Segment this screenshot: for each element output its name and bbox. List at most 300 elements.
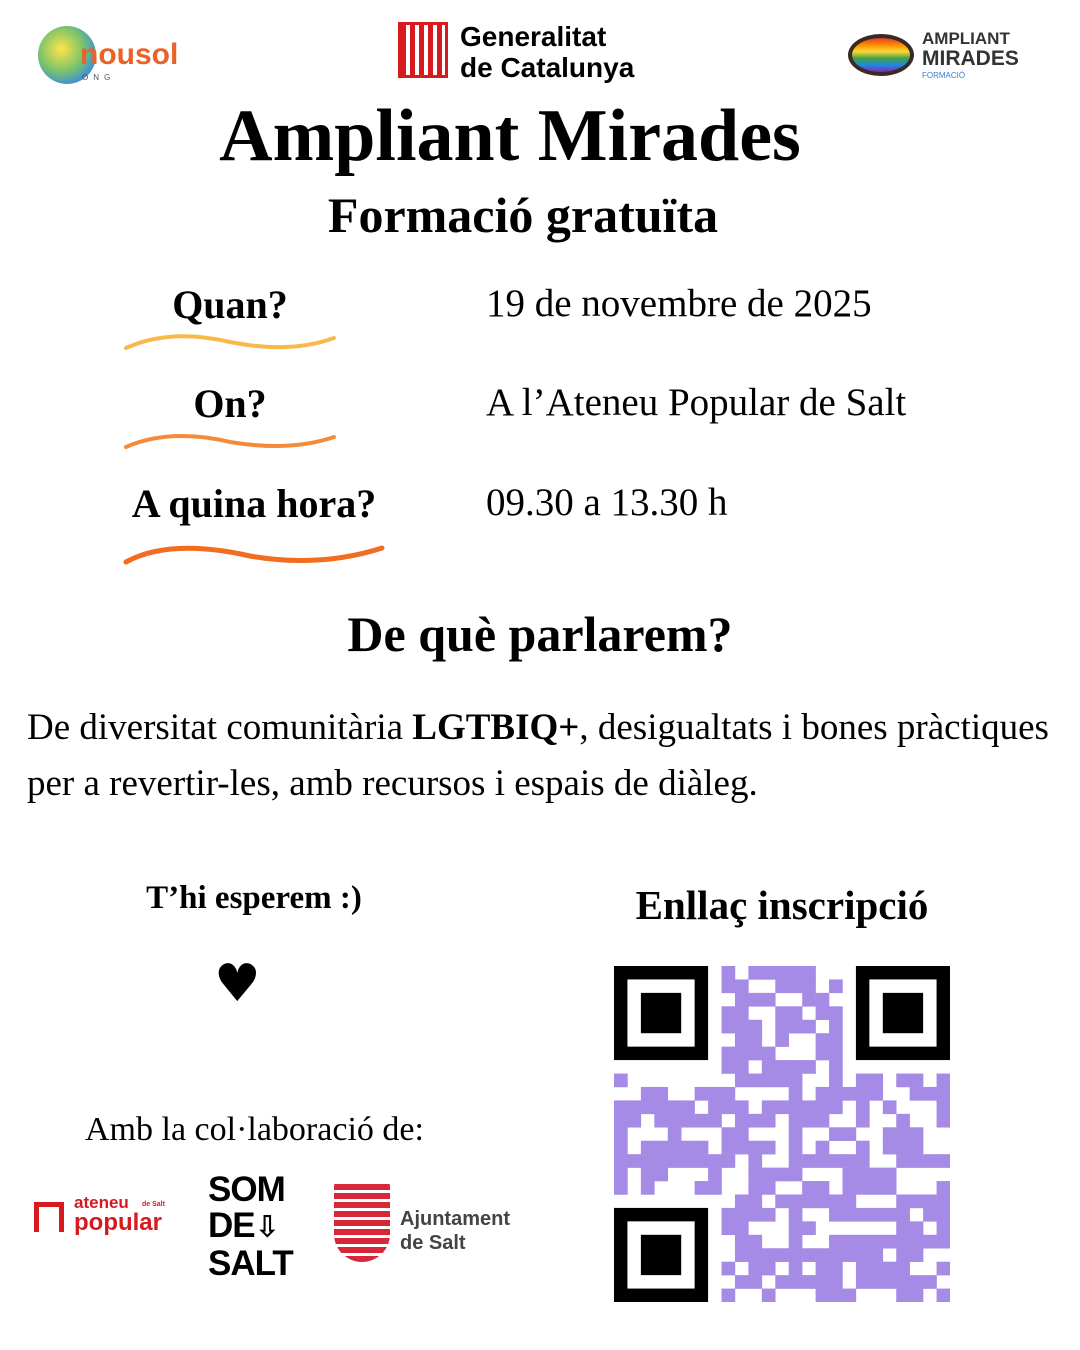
qr-module bbox=[695, 1114, 709, 1128]
qr-module bbox=[708, 1087, 722, 1101]
registration-heading: Enllaç inscripció bbox=[635, 882, 929, 928]
qr-module bbox=[829, 1275, 843, 1289]
qr-module bbox=[883, 1235, 897, 1249]
qr-module bbox=[762, 1208, 776, 1222]
som-line3: SALT bbox=[208, 1244, 293, 1283]
qr-module bbox=[735, 1033, 749, 1047]
qr-module bbox=[842, 1235, 856, 1249]
qr-module bbox=[842, 1127, 856, 1141]
qr-module bbox=[654, 1168, 668, 1182]
qr-module bbox=[762, 1168, 776, 1182]
qr-module bbox=[735, 1127, 749, 1141]
qr-module bbox=[654, 1087, 668, 1101]
qr-module bbox=[735, 1208, 749, 1222]
ateneu-line2: popular bbox=[74, 1209, 162, 1236]
qr-module bbox=[708, 1154, 722, 1168]
qr-module bbox=[816, 1289, 830, 1302]
som-line2-row bbox=[208, 1208, 293, 1246]
qr-module bbox=[789, 1141, 803, 1155]
qr-module bbox=[856, 1154, 870, 1168]
qr-module bbox=[923, 1194, 937, 1208]
ampliant-line2: MIRADES bbox=[922, 47, 1019, 70]
wave-underline bbox=[126, 336, 334, 348]
qr-module bbox=[816, 1275, 830, 1289]
qr-module bbox=[869, 1235, 883, 1249]
qr-module bbox=[722, 1060, 736, 1074]
ateneu-line1: ateneu bbox=[74, 1193, 129, 1212]
qr-module bbox=[816, 1033, 830, 1047]
qr-module bbox=[856, 1074, 870, 1088]
qr-module bbox=[722, 1221, 736, 1235]
topic-text-bold: LGTBIQ+ bbox=[412, 707, 580, 748]
qr-module bbox=[748, 1194, 762, 1208]
qr-module bbox=[735, 1194, 749, 1208]
ajuntament-line1: Ajuntament bbox=[400, 1208, 510, 1230]
qr-module bbox=[937, 1194, 950, 1208]
qr-module bbox=[735, 1006, 749, 1020]
ateneu-tag: de Salt bbox=[142, 1201, 165, 1208]
qr-module bbox=[748, 1168, 762, 1182]
qr-module bbox=[896, 1289, 910, 1302]
page-title: Ampliant Mirades bbox=[219, 95, 801, 177]
qr-module bbox=[910, 1087, 924, 1101]
qr-module bbox=[937, 1087, 950, 1101]
qr-module bbox=[708, 1114, 722, 1128]
qr-module bbox=[748, 966, 762, 980]
qr-module bbox=[775, 1168, 789, 1182]
qr-module bbox=[762, 1289, 776, 1302]
qr-module bbox=[735, 1221, 749, 1235]
qr-module bbox=[883, 1100, 897, 1114]
qr-module bbox=[856, 1235, 870, 1249]
qr-module bbox=[910, 1141, 924, 1155]
qr-module bbox=[789, 1194, 803, 1208]
qr-module bbox=[896, 1248, 910, 1262]
qr-module bbox=[896, 1208, 910, 1222]
qr-module bbox=[681, 1114, 695, 1128]
qr-module bbox=[883, 1127, 897, 1141]
qr-module bbox=[937, 1235, 950, 1249]
ampliant-sub: FORMACIÓ bbox=[922, 71, 966, 80]
heart-icon: ♥ bbox=[214, 954, 261, 1014]
qr-module bbox=[883, 1208, 897, 1222]
qr-module bbox=[748, 1248, 762, 1262]
qr-module bbox=[722, 1006, 736, 1020]
qr-module bbox=[869, 1181, 883, 1195]
qr-module bbox=[614, 1074, 628, 1088]
ateneu-popular-logo bbox=[34, 1194, 174, 1238]
topic-text bbox=[27, 700, 1077, 812]
ajuntament-line2: de Salt bbox=[400, 1232, 466, 1254]
topic-text-end: , desigualtats i bones pràctiques per a revertir-les, amb recursos i espais de diàleg. bbox=[27, 707, 1049, 804]
qr-module bbox=[856, 1262, 870, 1276]
qr-module bbox=[654, 1141, 668, 1155]
ajuntament-salt-logo bbox=[334, 1182, 534, 1266]
qr-module bbox=[802, 1221, 816, 1235]
qr-module bbox=[641, 1168, 655, 1182]
qr-module bbox=[856, 1114, 870, 1128]
qr-module bbox=[829, 1154, 843, 1168]
registration-qr-code[interactable] bbox=[614, 966, 950, 1302]
qr-module bbox=[762, 1141, 776, 1155]
qr-module bbox=[829, 1060, 843, 1074]
qr-module bbox=[722, 1289, 736, 1302]
qr-module bbox=[856, 1100, 870, 1114]
qr-module bbox=[735, 1100, 749, 1114]
qr-module bbox=[896, 1074, 910, 1088]
qr-module bbox=[883, 1275, 897, 1289]
qr-module bbox=[883, 1262, 897, 1276]
qr-module bbox=[829, 1127, 843, 1141]
qr-module bbox=[775, 966, 789, 980]
qr-module bbox=[627, 1114, 641, 1128]
qr-module bbox=[816, 1141, 830, 1155]
qr-finder-pattern bbox=[641, 1235, 681, 1275]
greeting: T’hi esperem :) bbox=[146, 880, 362, 916]
qr-module bbox=[735, 1114, 749, 1128]
qr-module bbox=[722, 1262, 736, 1276]
qr-module bbox=[735, 979, 749, 993]
qr-module bbox=[869, 1208, 883, 1222]
qr-module bbox=[829, 1262, 843, 1276]
qr-module bbox=[708, 1181, 722, 1195]
qr-module bbox=[722, 1047, 736, 1061]
qr-module bbox=[842, 1181, 856, 1195]
qr-module bbox=[816, 1248, 830, 1262]
salt-shield-icon bbox=[334, 1182, 390, 1262]
qr-module bbox=[816, 1194, 830, 1208]
qr-module bbox=[802, 1020, 816, 1034]
qr-module bbox=[829, 1289, 843, 1302]
qr-module bbox=[829, 1248, 843, 1262]
qr-module bbox=[789, 1114, 803, 1128]
qr-module bbox=[789, 1060, 803, 1074]
qr-module bbox=[856, 1248, 870, 1262]
topic-heading: De què parlarem? bbox=[347, 606, 733, 662]
qr-module bbox=[802, 993, 816, 1007]
qr-module bbox=[748, 1047, 762, 1061]
qr-module bbox=[748, 1074, 762, 1088]
qr-module bbox=[802, 979, 816, 993]
qr-module bbox=[856, 1141, 870, 1155]
qr-module bbox=[614, 1100, 628, 1114]
qr-module bbox=[829, 1235, 843, 1249]
qr-module bbox=[789, 1248, 803, 1262]
qr-module bbox=[869, 1087, 883, 1101]
qr-module bbox=[654, 1154, 668, 1168]
qr-module bbox=[762, 993, 776, 1007]
qr-module bbox=[816, 1262, 830, 1276]
qr-module bbox=[627, 1100, 641, 1114]
qr-module bbox=[910, 1194, 924, 1208]
qr-module bbox=[641, 1181, 655, 1195]
qr-module bbox=[735, 1275, 749, 1289]
qr-module bbox=[762, 1181, 776, 1195]
qr-module bbox=[708, 1168, 722, 1182]
time-value: 09.30 a 13.30 h bbox=[486, 481, 728, 524]
qr-module bbox=[937, 1262, 950, 1276]
ampliant-line1: AMPLIANT bbox=[922, 29, 1010, 48]
qr-module bbox=[829, 1006, 843, 1020]
qr-module bbox=[668, 1154, 682, 1168]
topic-text-start: De diversitat comunitària bbox=[27, 707, 413, 748]
qr-module bbox=[789, 1020, 803, 1034]
qr-module bbox=[789, 979, 803, 993]
qr-module bbox=[896, 1235, 910, 1249]
qr-module bbox=[816, 993, 830, 1007]
qr-module bbox=[816, 1154, 830, 1168]
qr-module bbox=[789, 1100, 803, 1114]
qr-module bbox=[829, 979, 843, 993]
qr-module bbox=[668, 1127, 682, 1141]
qr-module bbox=[722, 1127, 736, 1141]
qr-module bbox=[856, 1168, 870, 1182]
qr-module bbox=[937, 1100, 950, 1114]
qr-module bbox=[937, 1181, 950, 1195]
decorative-waves bbox=[0, 0, 1080, 600]
qr-module bbox=[748, 1235, 762, 1249]
qr-module bbox=[869, 1275, 883, 1289]
qr-module bbox=[748, 1275, 762, 1289]
qr-module bbox=[883, 1141, 897, 1155]
qr-module bbox=[937, 1154, 950, 1168]
qr-module bbox=[816, 1114, 830, 1128]
qr-module bbox=[695, 1181, 709, 1195]
qr-module bbox=[641, 1141, 655, 1155]
qr-module bbox=[923, 1208, 937, 1222]
qr-module bbox=[748, 1181, 762, 1195]
qr-module bbox=[641, 1087, 655, 1101]
qr-module bbox=[748, 1033, 762, 1047]
qr-module bbox=[762, 1074, 776, 1088]
qr-module bbox=[923, 1275, 937, 1289]
qr-module bbox=[816, 1181, 830, 1195]
qr-module bbox=[722, 966, 736, 980]
qr-module bbox=[816, 1100, 830, 1114]
where-value: A l’Ateneu Popular de Salt bbox=[486, 381, 907, 424]
qr-module bbox=[789, 1154, 803, 1168]
qr-module bbox=[789, 1262, 803, 1276]
qr-module bbox=[775, 1006, 789, 1020]
qr-module bbox=[681, 1100, 695, 1114]
qr-module bbox=[816, 1006, 830, 1020]
qr-module bbox=[614, 1168, 628, 1182]
qr-module bbox=[842, 1208, 856, 1222]
qr-module bbox=[735, 1235, 749, 1249]
qr-module bbox=[748, 1208, 762, 1222]
qr-module bbox=[910, 1127, 924, 1141]
qr-module bbox=[802, 1194, 816, 1208]
qr-module bbox=[842, 1168, 856, 1182]
qr-module bbox=[937, 1208, 950, 1222]
qr-module bbox=[869, 1074, 883, 1088]
qr-module bbox=[802, 1100, 816, 1114]
wave-underline bbox=[126, 548, 382, 562]
qr-module bbox=[654, 1114, 668, 1128]
qr-module bbox=[641, 1100, 655, 1114]
qr-module bbox=[735, 1141, 749, 1155]
qr-module bbox=[775, 1275, 789, 1289]
qr-module bbox=[842, 1087, 856, 1101]
qr-module bbox=[775, 1033, 789, 1047]
qr-module bbox=[789, 1087, 803, 1101]
arrow-down-icon: ⇩ bbox=[254, 1211, 279, 1244]
qr-module bbox=[937, 1221, 950, 1235]
qr-module bbox=[775, 1074, 789, 1088]
qr-module bbox=[748, 1141, 762, 1155]
qr-module bbox=[802, 1154, 816, 1168]
qr-module bbox=[829, 1087, 843, 1101]
qr-module bbox=[789, 1221, 803, 1235]
qr-module bbox=[910, 1235, 924, 1249]
qr-module bbox=[748, 993, 762, 1007]
qr-module bbox=[735, 1074, 749, 1088]
qr-module bbox=[722, 1208, 736, 1222]
qr-module bbox=[896, 1154, 910, 1168]
qr-module bbox=[842, 1154, 856, 1168]
qr-module bbox=[614, 1114, 628, 1128]
qr-module bbox=[722, 1087, 736, 1101]
qr-module bbox=[910, 1221, 924, 1235]
qr-module bbox=[627, 1154, 641, 1168]
qr-module bbox=[614, 1154, 628, 1168]
qr-module bbox=[789, 1235, 803, 1249]
qr-module bbox=[829, 1047, 843, 1061]
qr-module bbox=[802, 1181, 816, 1195]
som-line1: SOM bbox=[208, 1170, 285, 1209]
qr-module bbox=[789, 1208, 803, 1222]
qr-module bbox=[681, 1141, 695, 1155]
qr-module bbox=[775, 1100, 789, 1114]
qr-module bbox=[869, 1248, 883, 1262]
qr-module bbox=[789, 1127, 803, 1141]
qr-module bbox=[722, 979, 736, 993]
qr-module bbox=[802, 1248, 816, 1262]
som-de-salt-logo bbox=[208, 1172, 293, 1282]
where-label: On? bbox=[193, 381, 267, 426]
qr-module bbox=[829, 1074, 843, 1088]
qr-module bbox=[775, 979, 789, 993]
qr-module bbox=[896, 1141, 910, 1155]
qr-module bbox=[722, 1154, 736, 1168]
qr-module bbox=[842, 1248, 856, 1262]
qr-module bbox=[668, 1100, 682, 1114]
collaboration-label: Amb la col·laboració de: bbox=[85, 1111, 424, 1148]
qr-module bbox=[923, 1154, 937, 1168]
qr-module bbox=[762, 1248, 776, 1262]
qr-finder-pattern bbox=[641, 993, 681, 1033]
nousol-name: nousol bbox=[80, 38, 179, 71]
qr-module bbox=[695, 1087, 709, 1101]
qr-module bbox=[614, 1141, 628, 1155]
qr-module bbox=[937, 1074, 950, 1088]
page-subtitle: Formació gratuïta bbox=[327, 187, 719, 243]
qr-module bbox=[695, 1141, 709, 1155]
qr-module bbox=[937, 1114, 950, 1128]
qr-module bbox=[869, 1262, 883, 1276]
qr-module bbox=[681, 1154, 695, 1168]
qr-module bbox=[896, 1221, 910, 1235]
qr-finder-pattern bbox=[883, 993, 923, 1033]
qr-module bbox=[762, 1047, 776, 1061]
qr-module bbox=[654, 1100, 668, 1114]
qr-module bbox=[923, 1235, 937, 1249]
qr-module bbox=[829, 1020, 843, 1034]
qr-module bbox=[802, 1275, 816, 1289]
qr-module bbox=[910, 1154, 924, 1168]
qr-module bbox=[869, 1168, 883, 1182]
qr-module bbox=[883, 1181, 897, 1195]
qr-module bbox=[641, 1154, 655, 1168]
qr-module bbox=[735, 1047, 749, 1061]
qr-module bbox=[896, 1262, 910, 1276]
qr-module bbox=[910, 1289, 924, 1302]
qr-module bbox=[775, 1020, 789, 1034]
qr-module bbox=[802, 1114, 816, 1128]
qr-module bbox=[829, 1033, 843, 1047]
qr-module bbox=[842, 1289, 856, 1302]
qr-module bbox=[896, 1275, 910, 1289]
qr-module bbox=[762, 1262, 776, 1276]
som-line2: DE bbox=[208, 1206, 255, 1245]
qr-module bbox=[735, 1060, 749, 1074]
qr-module bbox=[829, 1208, 843, 1222]
qr-module bbox=[695, 1154, 709, 1168]
ateneu-frame-icon bbox=[34, 1202, 64, 1232]
qr-module bbox=[896, 1114, 910, 1128]
qr-module bbox=[910, 1275, 924, 1289]
qr-module bbox=[762, 1060, 776, 1074]
qr-module bbox=[762, 966, 776, 980]
qr-module bbox=[802, 966, 816, 980]
qr-module bbox=[789, 1074, 803, 1088]
qr-module bbox=[789, 1275, 803, 1289]
qr-module bbox=[668, 1114, 682, 1128]
wave-underline bbox=[126, 436, 334, 447]
qr-module bbox=[816, 1087, 830, 1101]
when-label: Quan? bbox=[172, 282, 288, 327]
qr-module bbox=[775, 1194, 789, 1208]
qr-module bbox=[789, 966, 803, 980]
time-label: A quina hora? bbox=[131, 481, 377, 526]
qr-module bbox=[722, 1020, 736, 1034]
qr-module bbox=[614, 1181, 628, 1195]
qr-module bbox=[762, 1114, 776, 1128]
qr-module bbox=[735, 993, 749, 1007]
qr-module bbox=[910, 1248, 924, 1262]
qr-module bbox=[614, 1127, 628, 1141]
qr-module bbox=[829, 1194, 843, 1208]
generalitat-line2: de Catalunya bbox=[460, 52, 635, 83]
qr-module bbox=[748, 1114, 762, 1128]
qr-module bbox=[722, 1141, 736, 1155]
qr-module bbox=[789, 1168, 803, 1182]
qr-module bbox=[856, 1087, 870, 1101]
qr-module bbox=[722, 1100, 736, 1114]
qr-module bbox=[816, 1047, 830, 1061]
qr-module bbox=[748, 1020, 762, 1034]
qr-module bbox=[923, 1087, 937, 1101]
qr-module bbox=[748, 1154, 762, 1168]
qr-module bbox=[896, 1127, 910, 1141]
qr-module bbox=[789, 1006, 803, 1020]
qr-module bbox=[856, 1275, 870, 1289]
generalitat-line1: Generalitat bbox=[460, 21, 607, 52]
qr-module bbox=[748, 1262, 762, 1276]
qr-module bbox=[937, 1289, 950, 1302]
qr-module bbox=[735, 1020, 749, 1034]
qr-module bbox=[775, 1060, 789, 1074]
